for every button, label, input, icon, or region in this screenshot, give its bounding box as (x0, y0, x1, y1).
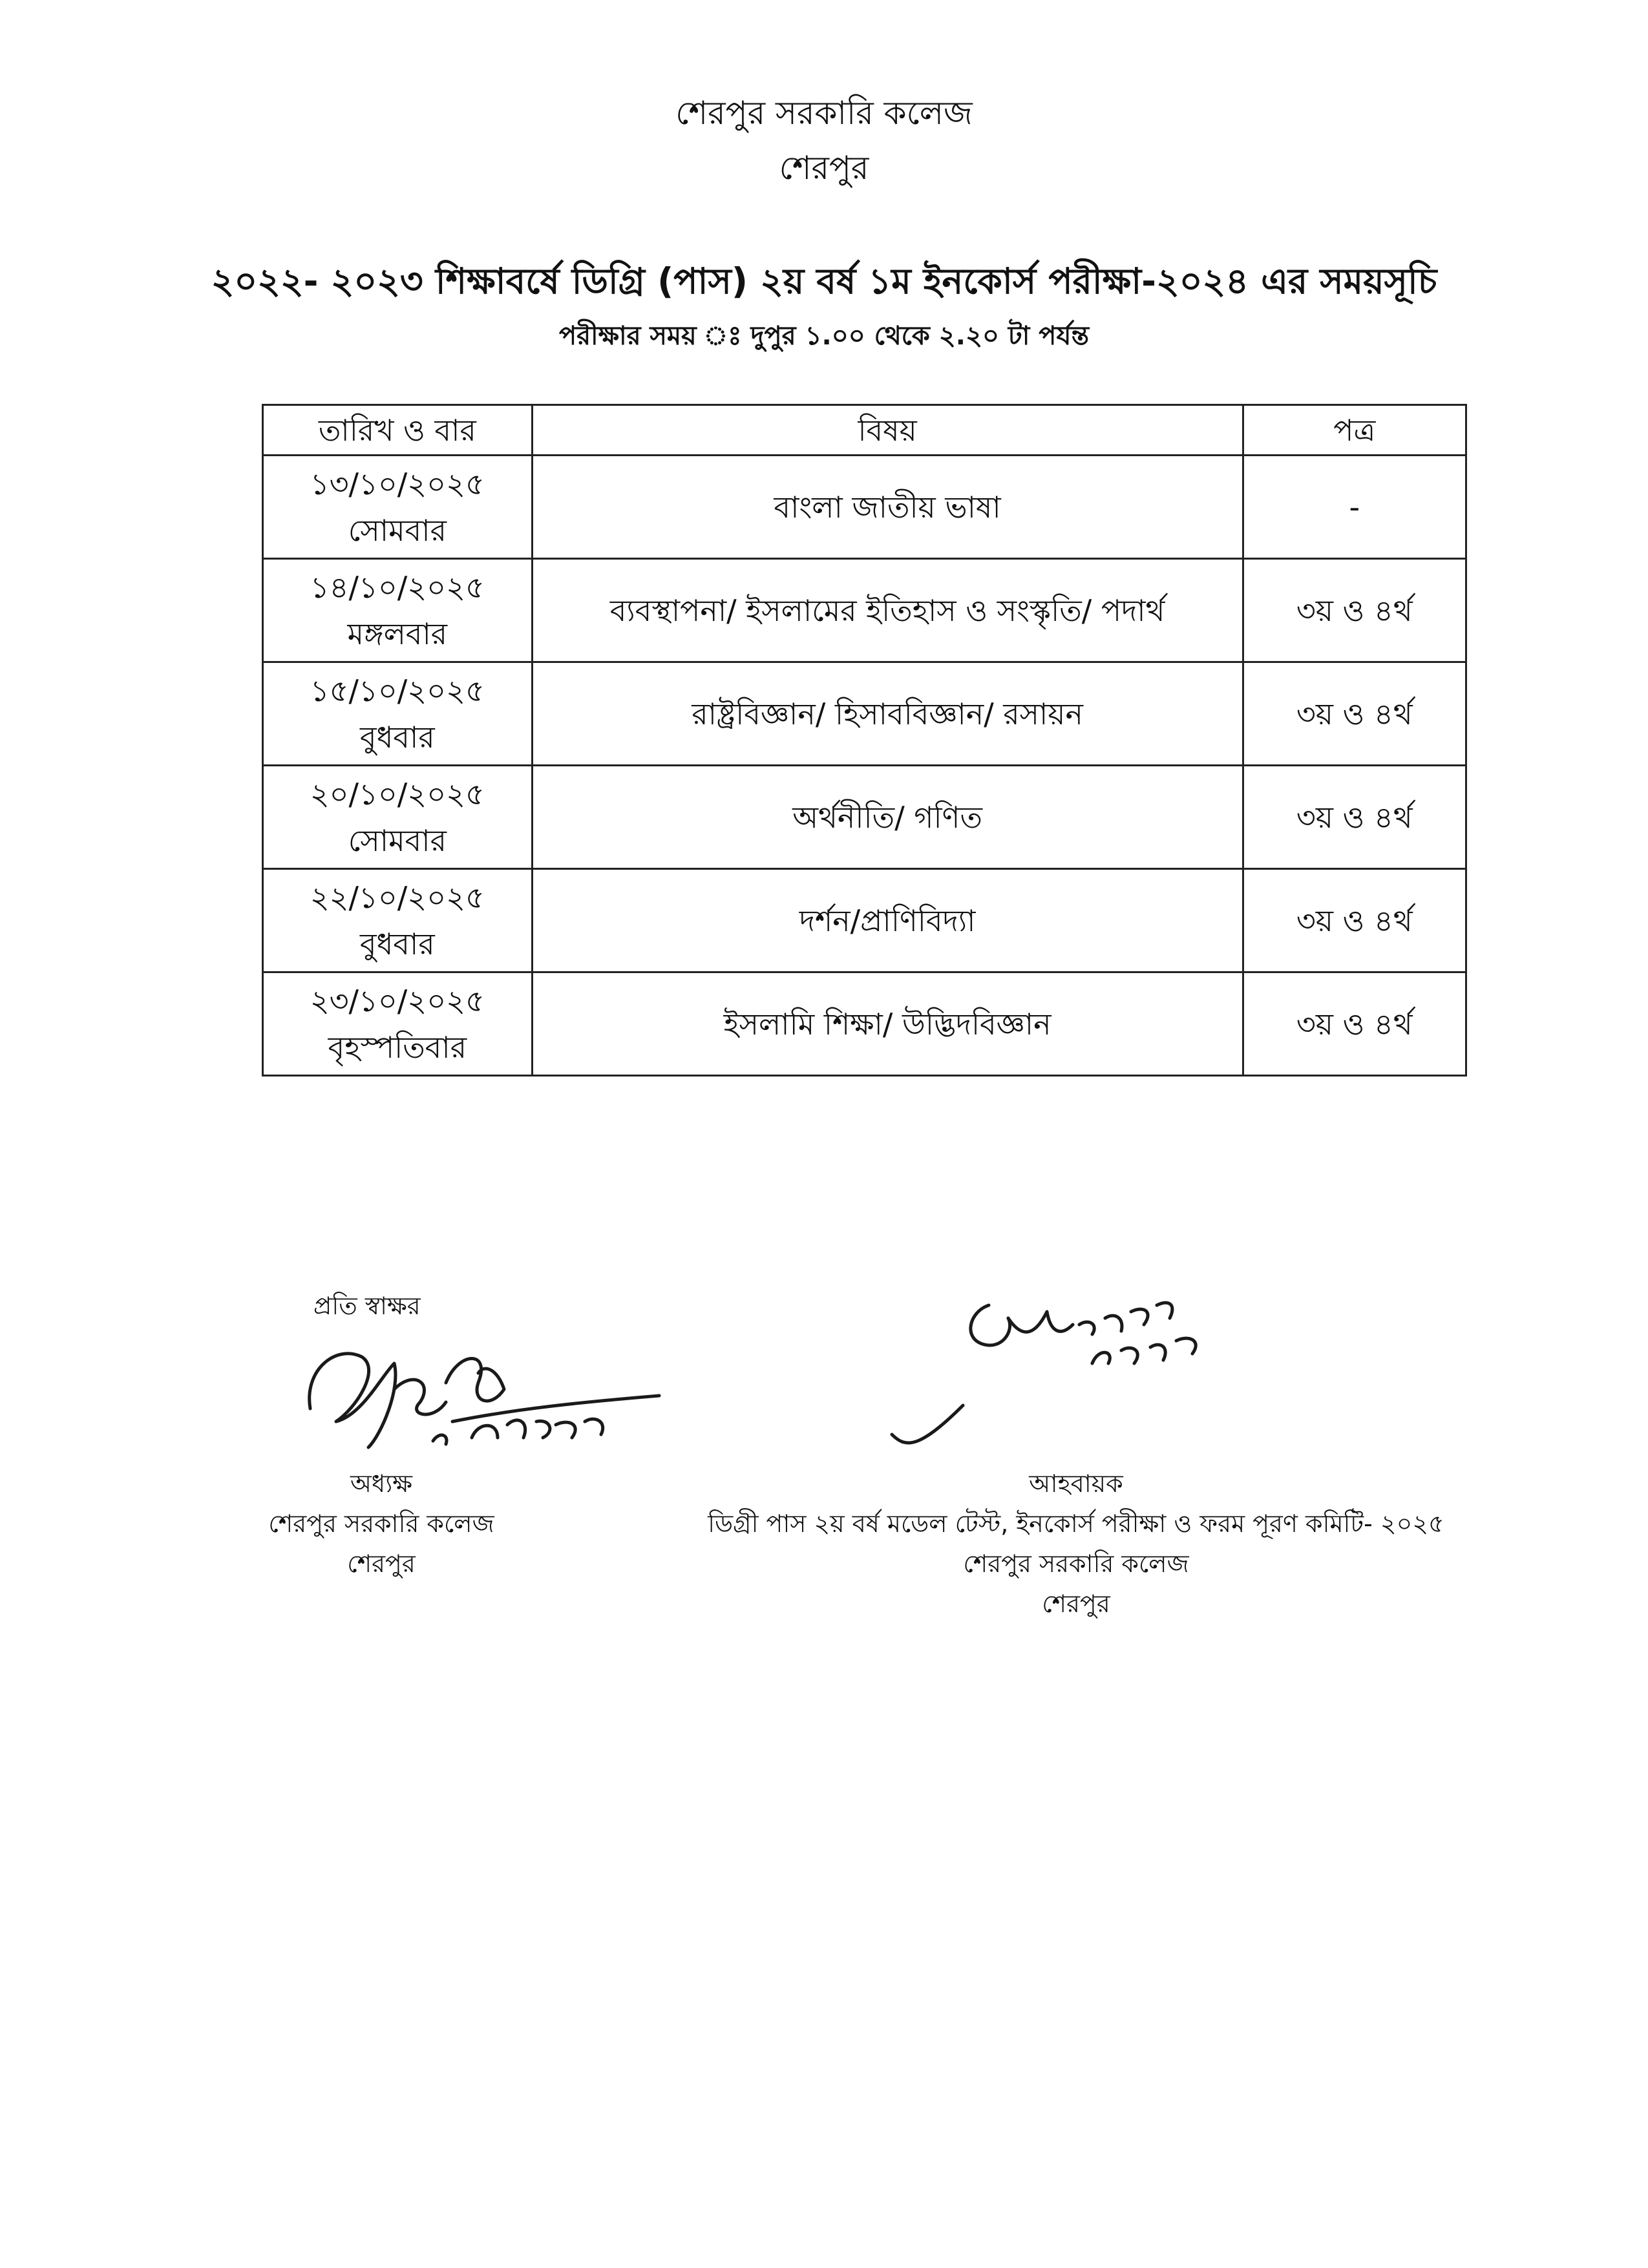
table-row (263, 662, 1466, 766)
subject-cell: অর্থনীতি/ গণিত (532, 766, 1243, 869)
subject-cell: রাষ্ট্রবিজ্ঞান/ হিসাববিজ্ঞান/ রসায়ন (532, 662, 1243, 766)
header-subject: বিষয় (532, 405, 1243, 456)
convener-town: শেরপুর (1042, 1590, 1110, 1618)
exam-date: ১৩/১০/২০২৫ (310, 466, 485, 501)
countersign-label: প্রতি স্বাক্ষর (313, 1292, 421, 1320)
paper-cell: ৩য় ও ৪র্থ (1243, 766, 1466, 869)
college-town: শেরপুর (779, 149, 869, 187)
exam-day: সোমবার (348, 512, 447, 548)
header-paper: পত্র (1243, 405, 1466, 456)
exam-schedule-table (262, 404, 1467, 1076)
exam-date: ২০/১০/২০২৫ (310, 776, 485, 812)
principal-institution: শেরপুর সরকারি কলেজ (268, 1509, 494, 1538)
table-row (263, 972, 1466, 1076)
table-row (263, 456, 1466, 559)
date-day-cell (263, 766, 533, 869)
exam-day: বুধবার (360, 926, 435, 961)
paper-cell: ৩য় ও ৪র্থ (1243, 559, 1466, 662)
principal-role: অধ্যক্ষ (350, 1469, 412, 1498)
principal-block (213, 1464, 549, 1584)
exam-day: বৃহস্পতিবার (328, 1029, 467, 1065)
convener-institution: শেরপুর সরকারি কলেজ (963, 1549, 1189, 1578)
convener-block (607, 1464, 1545, 1624)
exam-day: সোমবার (348, 823, 447, 858)
principal-town: শেরপুর (347, 1549, 416, 1578)
convener-committee: ডিগ্রী পাস ২য় বর্ষ মডেল টেস্ট, ইনকোর্স পরীক্ষা ও ফরম পূরণ কমিটি- ২০২৫ (708, 1509, 1444, 1538)
exam-day: মঙ্গলবার (347, 616, 448, 651)
paper-cell: - (1243, 456, 1466, 559)
paper-cell: ৩য় ও ৪র্থ (1243, 972, 1466, 1076)
header-date-day: তারিখ ও বার (263, 405, 533, 456)
date-day-cell (263, 456, 533, 559)
date-day-cell (263, 869, 533, 972)
exam-date: ১৫/১০/২০২৫ (310, 673, 485, 708)
exam-day: বুধবার (360, 719, 435, 755)
paper-cell: ৩য় ও ৪র্থ (1243, 869, 1466, 972)
subject-cell: দর্শন/প্রাণিবিদ্যা (532, 869, 1243, 972)
date-day-cell (263, 662, 533, 766)
exam-time: পরীক্ষার সময় ঃ দুপুর ১.০০ থেকে ২.২০ টা পর্যন্ত (558, 321, 1090, 351)
exam-date: ২৩/১০/২০২৫ (310, 983, 485, 1018)
table-row (263, 766, 1466, 869)
convener-role: আহবায়ক (1029, 1469, 1123, 1498)
exam-date: ১৪/১০/২০২৫ (310, 569, 485, 605)
date-day-cell (263, 972, 533, 1076)
subject-cell: বাংলা জাতীয় ভাষা (532, 456, 1243, 559)
exam-date: ২২/১০/২০২৫ (310, 879, 485, 915)
convener-signature (866, 1266, 1267, 1460)
table-row (263, 559, 1466, 662)
exam-title: ২০২২- ২০২৩ শিক্ষাবর্ষে ডিগ্রি (পাস) ২য় বর্ষ ১ম ইনকোর্স পরীক্ষা-২০২৪ এর সময়সূচি (211, 260, 1437, 302)
paper-cell: ৩য় ও ৪র্থ (1243, 662, 1466, 766)
college-name: শেরপুর সরকারি কলেজ (675, 94, 973, 132)
principal-signature (284, 1312, 685, 1467)
table-header-row (263, 405, 1466, 456)
subject-cell: ব্যবস্থাপনা/ ইসলামের ইতিহাস ও সংস্কৃতি/ পদার্থ (532, 559, 1243, 662)
subject-cell: ইসলামি শিক্ষা/ উদ্ভিদবিজ্ঞান (532, 972, 1243, 1076)
table-row (263, 869, 1466, 972)
date-day-cell (263, 559, 533, 662)
